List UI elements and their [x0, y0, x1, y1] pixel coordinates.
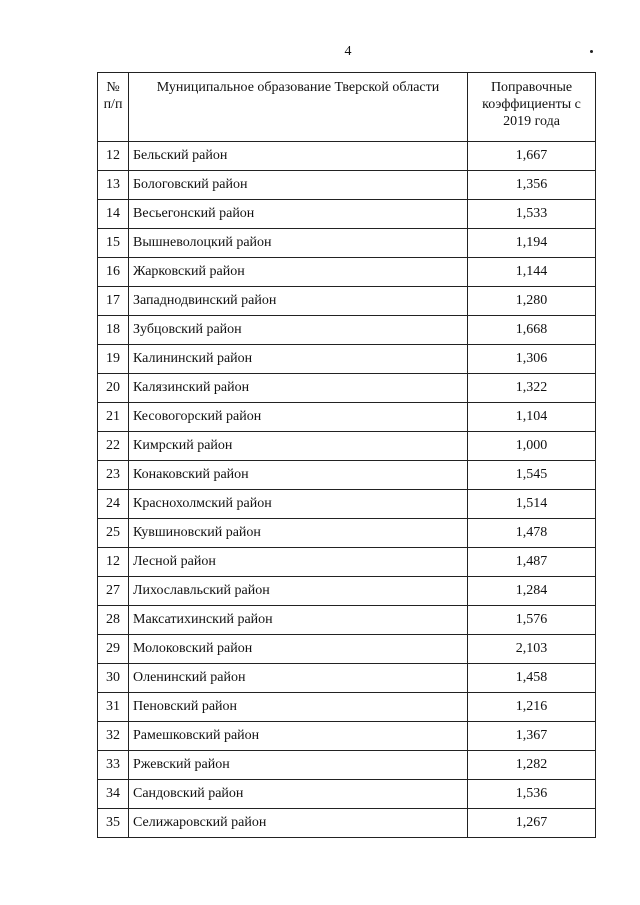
row-number: 24 — [98, 490, 129, 519]
table-row — [98, 345, 596, 374]
row-number: 29 — [98, 635, 129, 664]
coefficient-value: 1,667 — [468, 142, 596, 171]
municipality-name: Весьегонский район — [129, 200, 468, 229]
municipality-name: Бельский район — [129, 142, 468, 171]
table-row — [98, 200, 596, 229]
coefficient-value: 1,306 — [468, 345, 596, 374]
row-number: 12 — [98, 142, 129, 171]
municipality-name: Калязинский район — [129, 374, 468, 403]
table-row — [98, 229, 596, 258]
municipality-name: Оленинский район — [129, 664, 468, 693]
table-row — [98, 316, 596, 345]
table-row — [98, 722, 596, 751]
coefficients-table — [97, 72, 596, 838]
municipality-name: Зубцовский район — [129, 316, 468, 345]
row-number: 30 — [98, 664, 129, 693]
coefficient-value: 1,216 — [468, 693, 596, 722]
coefficient-value: 1,000 — [468, 432, 596, 461]
municipality-name: Конаковский район — [129, 461, 468, 490]
coefficient-value: 1,280 — [468, 287, 596, 316]
municipality-name: Краснохолмский район — [129, 490, 468, 519]
row-number: 34 — [98, 780, 129, 809]
coefficient-value: 1,284 — [468, 577, 596, 606]
municipality-name: Жарковский район — [129, 258, 468, 287]
coefficient-value: 1,533 — [468, 200, 596, 229]
coefficient-value: 1,487 — [468, 548, 596, 577]
header-coefficient: Поправочные коэффициенты с 2019 года — [468, 73, 596, 142]
table-row — [98, 664, 596, 693]
row-number: 15 — [98, 229, 129, 258]
municipality-name: Калининский район — [129, 345, 468, 374]
table-row — [98, 142, 596, 171]
row-number: 18 — [98, 316, 129, 345]
row-number: 23 — [98, 461, 129, 490]
municipality-name: Ржевский район — [129, 751, 468, 780]
table-row — [98, 809, 596, 838]
row-number: 27 — [98, 577, 129, 606]
municipality-name: Кесовогорский район — [129, 403, 468, 432]
row-number: 19 — [98, 345, 129, 374]
municipality-name: Максатихинский район — [129, 606, 468, 635]
coefficient-value: 1,367 — [468, 722, 596, 751]
coefficient-value: 1,322 — [468, 374, 596, 403]
coefficient-value: 1,282 — [468, 751, 596, 780]
municipality-name: Вышневолоцкий район — [129, 229, 468, 258]
table-row — [98, 171, 596, 200]
row-number: 20 — [98, 374, 129, 403]
row-number: 14 — [98, 200, 129, 229]
coefficient-value: 1,458 — [468, 664, 596, 693]
row-number: 12 — [98, 548, 129, 577]
table-row — [98, 432, 596, 461]
municipality-name: Лесной район — [129, 548, 468, 577]
table-row — [98, 693, 596, 722]
row-number: 22 — [98, 432, 129, 461]
table-row — [98, 548, 596, 577]
row-number: 21 — [98, 403, 129, 432]
coefficient-value: 1,514 — [468, 490, 596, 519]
table-row — [98, 635, 596, 664]
municipality-name: Селижаровский район — [129, 809, 468, 838]
table-header-row — [98, 73, 596, 142]
municipality-name: Бологовский район — [129, 171, 468, 200]
municipality-name: Кувшиновский район — [129, 519, 468, 548]
municipality-name: Пеновский район — [129, 693, 468, 722]
coefficient-value: 1,536 — [468, 780, 596, 809]
coefficient-value: 1,267 — [468, 809, 596, 838]
table-row — [98, 403, 596, 432]
row-number: 31 — [98, 693, 129, 722]
coefficient-value: 1,356 — [468, 171, 596, 200]
coefficient-value: 1,545 — [468, 461, 596, 490]
table-row — [98, 287, 596, 316]
municipality-name: Западнодвинский район — [129, 287, 468, 316]
table-row — [98, 374, 596, 403]
table-row — [98, 258, 596, 287]
header-municipality: Муниципальное образование Тверской области — [129, 73, 468, 142]
row-number: 33 — [98, 751, 129, 780]
row-number: 25 — [98, 519, 129, 548]
table-row — [98, 606, 596, 635]
row-number: 17 — [98, 287, 129, 316]
table-row — [98, 461, 596, 490]
row-number: 32 — [98, 722, 129, 751]
table-row — [98, 519, 596, 548]
scan-mark — [590, 50, 593, 53]
coefficient-value: 1,144 — [468, 258, 596, 287]
municipality-name: Молоковский район — [129, 635, 468, 664]
table-row — [98, 490, 596, 519]
row-number: 35 — [98, 809, 129, 838]
table-body — [98, 142, 596, 838]
coefficient-value: 1,576 — [468, 606, 596, 635]
row-number: 28 — [98, 606, 129, 635]
row-number: 13 — [98, 171, 129, 200]
coefficient-value: 2,103 — [468, 635, 596, 664]
table-row — [98, 751, 596, 780]
table-row — [98, 780, 596, 809]
coefficient-value: 1,668 — [468, 316, 596, 345]
municipality-name: Сандовский район — [129, 780, 468, 809]
coefficient-value: 1,194 — [468, 229, 596, 258]
row-number: 16 — [98, 258, 129, 287]
coefficient-value: 1,104 — [468, 403, 596, 432]
coefficient-value: 1,478 — [468, 519, 596, 548]
header-row-number: № п/п — [98, 73, 129, 142]
municipality-name: Рамешковский район — [129, 722, 468, 751]
municipality-name: Лихославльский район — [129, 577, 468, 606]
page-number: 4 — [344, 44, 352, 59]
municipality-name: Кимрский район — [129, 432, 468, 461]
table-row — [98, 577, 596, 606]
